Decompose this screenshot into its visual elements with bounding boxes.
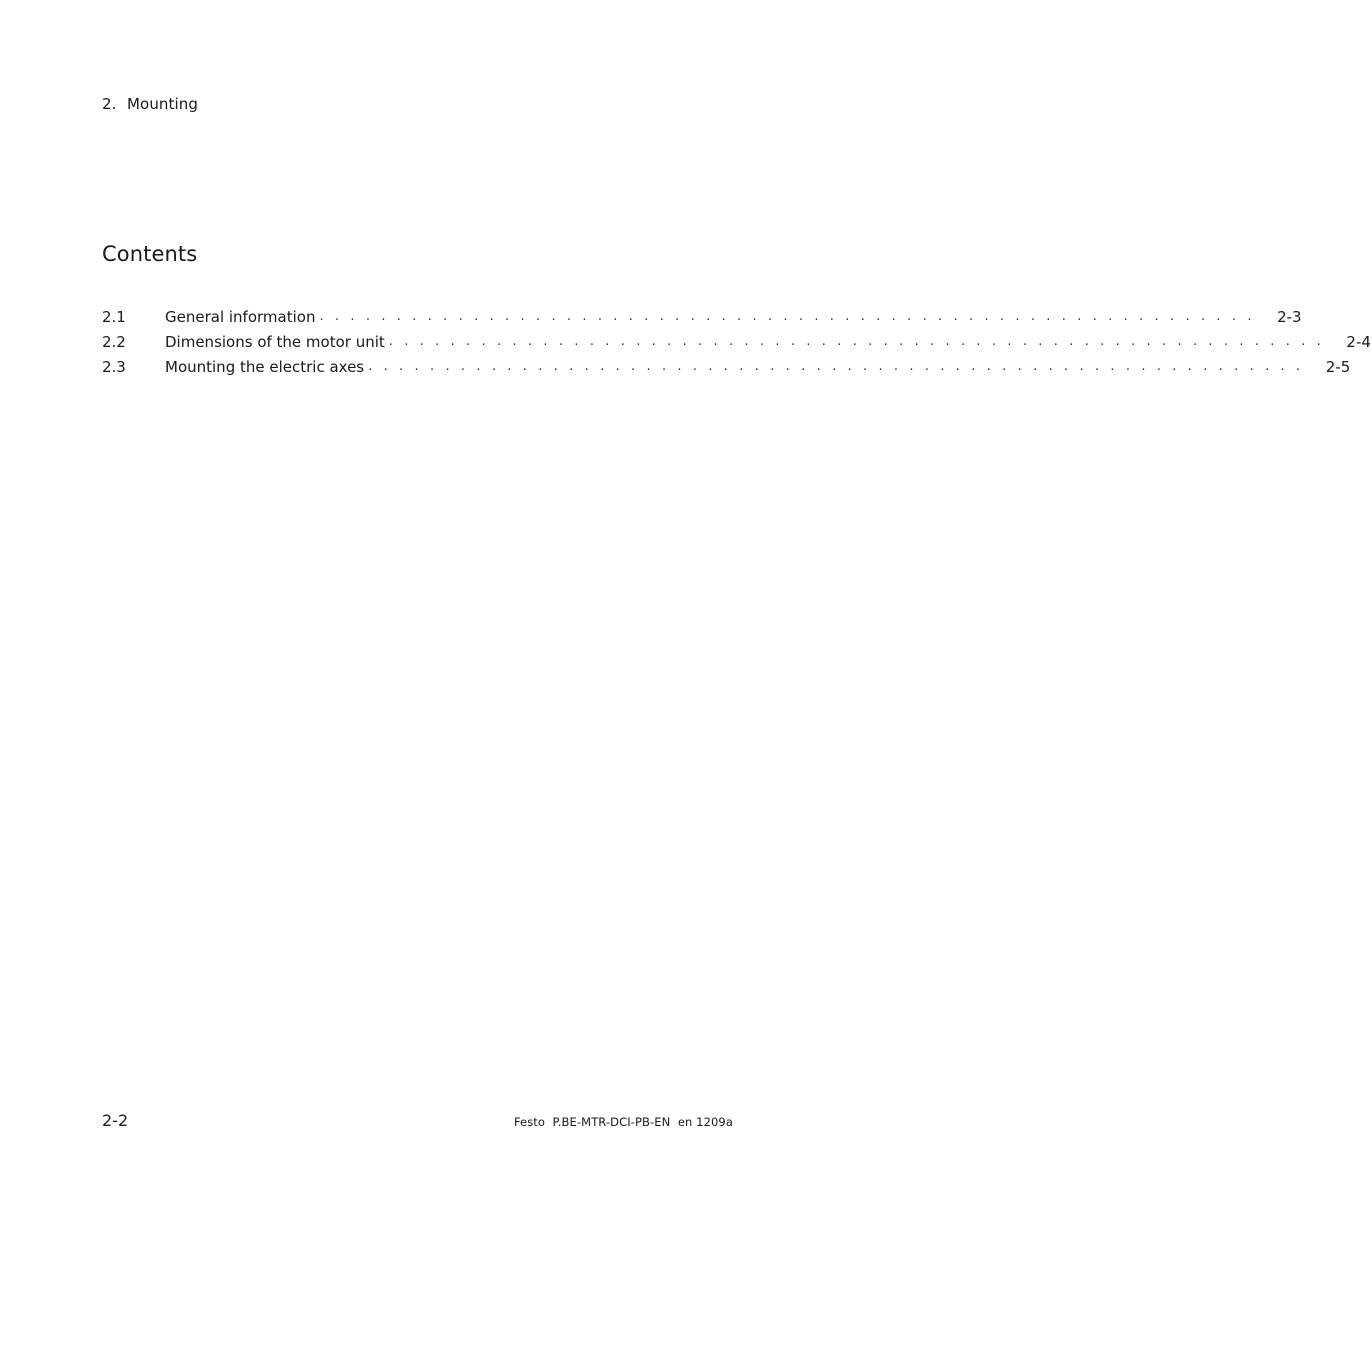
toc-entry[interactable] (102, 307, 1302, 332)
toc-entry-title: General information (165, 308, 316, 326)
toc-entry-title: Mounting the electric axes (165, 358, 365, 376)
toc-dot-leader: . . . . . . . . . . . . . . . . . . . . . . . . . . . . . . . . . . . . . . . . . . . . . . . . . . . . . . . . . . . . . (368, 359, 1304, 374)
footer-page-number: 2-2 (102, 1111, 129, 1130)
contents-heading: Contents (102, 242, 198, 266)
toc-entry-number: 2.1 (102, 308, 126, 326)
chapter-title: Mounting (127, 95, 199, 113)
toc-entry-number: 2.2 (102, 333, 126, 351)
toc-entry-title: Dimensions of the motor unit (165, 333, 385, 351)
toc-entry[interactable] (102, 332, 1371, 357)
chapter-number: 2. (102, 95, 117, 113)
running-header (102, 95, 198, 113)
toc-entry-page: 2-4 (1346, 333, 1371, 351)
toc-dot-leader: . . . . . . . . . . . . . . . . . . . . . . . . . . . . . . . . . . . . . . . . . . . . . . . . . . . . . . . . . . . . . (319, 309, 1256, 324)
toc-entry-number: 2.3 (102, 358, 126, 376)
footer-document-reference: Festo P.BE-MTR-DCI-PB-EN en 1209a (513, 1115, 733, 1129)
toc-entry-page: 2-3 (1277, 308, 1302, 326)
toc-dot-leader: . . . . . . . . . . . . . . . . . . . . . . . . . . . . . . . . . . . . . . . . . . . . . . . . . . . . . . . . . . . . . (388, 334, 1325, 349)
toc-entry[interactable] (102, 357, 1351, 382)
toc-entry-page: 2-5 (1325, 358, 1351, 376)
table-of-contents (102, 307, 1371, 382)
